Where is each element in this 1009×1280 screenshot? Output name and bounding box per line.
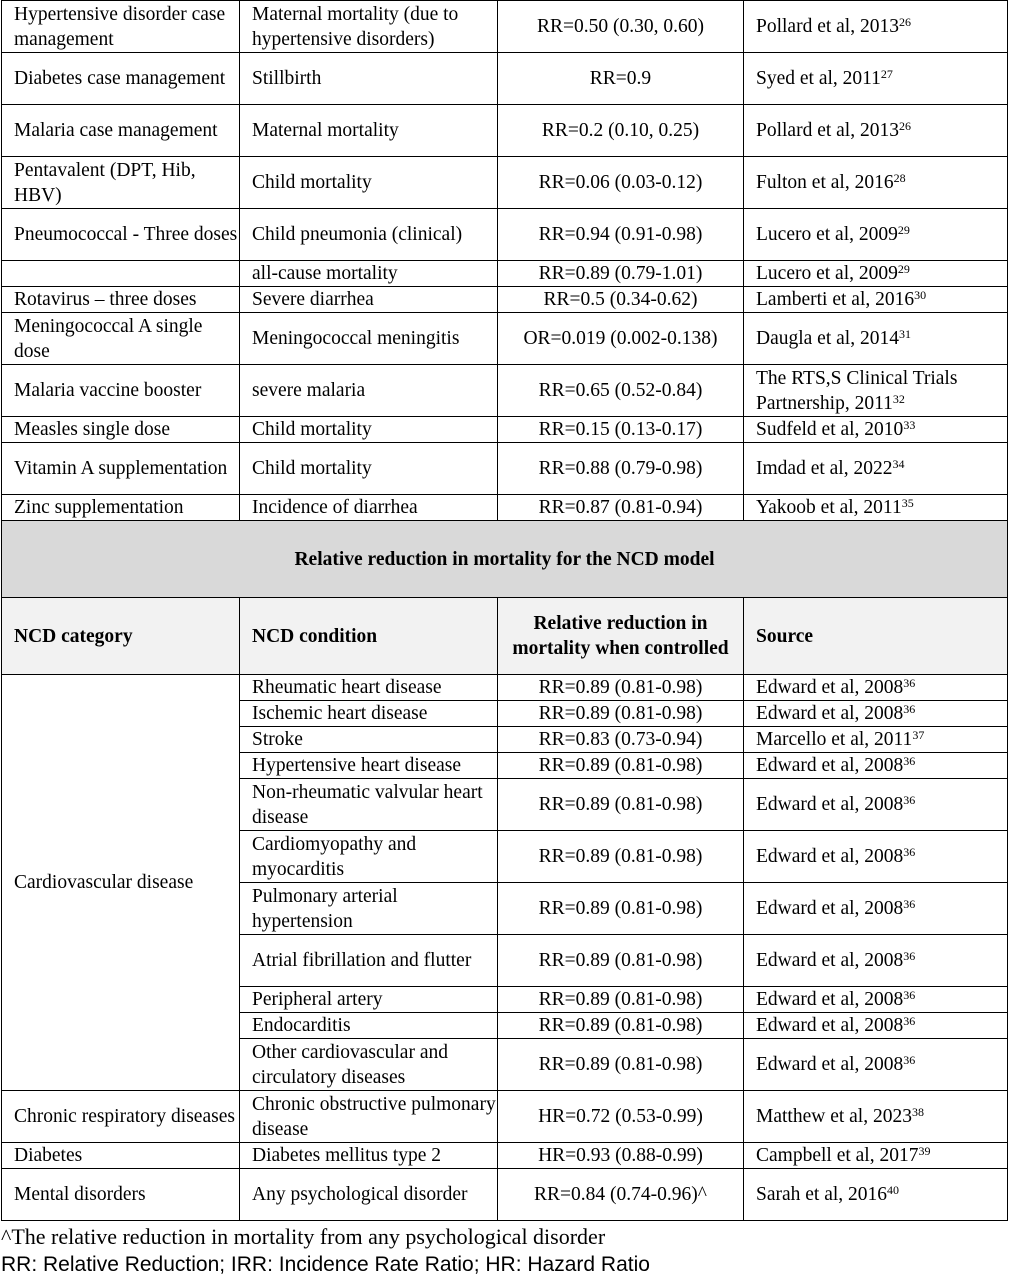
source-cell xyxy=(744,157,1008,209)
table-row xyxy=(2,287,1008,313)
source-cell xyxy=(744,753,1008,779)
source-text: Pollard et al, 2013 xyxy=(756,16,899,37)
source-text: Edward et al, 2008 xyxy=(756,898,904,919)
source-cell xyxy=(744,443,1008,495)
intervention-cell: Hypertensive disorder case management xyxy=(2,1,240,53)
condition-cell: Atrial fibrillation and flutter xyxy=(240,935,498,987)
reference-number: 36 xyxy=(903,988,916,1002)
source-cell xyxy=(744,53,1008,105)
effect-cell: RR=0.06 (0.03-0.12) xyxy=(498,157,744,209)
table-row xyxy=(2,1,1008,53)
evidence-table xyxy=(1,0,1008,1221)
reference-number: 27 xyxy=(880,67,893,81)
outcome-cell: Meningococcal meningitis xyxy=(240,313,498,365)
source-cell xyxy=(744,417,1008,443)
outcome-cell: Child mortality xyxy=(240,417,498,443)
table-row xyxy=(2,1091,1008,1143)
source-cell xyxy=(744,701,1008,727)
source-text: Sudfeld et al, 2010 xyxy=(756,419,904,440)
intervention-cell: Vitamin A supplementation xyxy=(2,443,240,495)
reference-number: 36 xyxy=(903,702,916,716)
outcome-cell: severe malaria xyxy=(240,365,498,417)
source-cell xyxy=(744,287,1008,313)
condition-cell: Endocarditis xyxy=(240,1013,498,1039)
condition-cell: Peripheral artery xyxy=(240,987,498,1013)
reference-number: 36 xyxy=(903,793,916,807)
column-header-source: Source xyxy=(744,598,1008,675)
reference-number: 31 xyxy=(898,327,911,341)
source-text: Edward et al, 2008 xyxy=(756,1015,904,1036)
reference-number: 30 xyxy=(914,288,927,302)
source-cell xyxy=(744,675,1008,701)
source-text: Pollard et al, 2013 xyxy=(756,120,899,141)
column-header-reduction: Relative reduction in mortality when controlled xyxy=(498,598,744,675)
intervention-cell: Pneumococcal - Three doses xyxy=(2,209,240,261)
source-text: Imdad et al, 2022 xyxy=(756,458,893,479)
source-cell xyxy=(744,1039,1008,1091)
section-title: Relative reduction in mortality for the NCD model xyxy=(2,521,1008,598)
condition-cell: Pulmonary arterial hypertension xyxy=(240,883,498,935)
reduction-cell: RR=0.89 (0.81-0.98) xyxy=(498,935,744,987)
source-text: Edward et al, 2008 xyxy=(756,846,904,867)
source-cell xyxy=(744,883,1008,935)
condition-cell: Other cardiovascular and circulatory diseases xyxy=(240,1039,498,1091)
source-text: Edward et al, 2008 xyxy=(756,703,904,724)
outcome-cell: Child mortality xyxy=(240,157,498,209)
source-cell xyxy=(744,987,1008,1013)
column-header-condition: NCD condition xyxy=(240,598,498,675)
source-text: Edward et al, 2008 xyxy=(756,794,904,815)
reference-number: 36 xyxy=(903,845,916,859)
table-row xyxy=(2,209,1008,261)
source-text: Edward et al, 2008 xyxy=(756,989,904,1010)
source-text: Marcello et al, 2011 xyxy=(756,729,913,750)
reference-number: 34 xyxy=(892,457,905,471)
effect-cell: RR=0.15 (0.13-0.17) xyxy=(498,417,744,443)
source-text: Sarah et al, 2016 xyxy=(756,1184,888,1205)
reference-number: 28 xyxy=(893,171,906,185)
table-container xyxy=(1,0,1007,1279)
reference-number: 36 xyxy=(903,1053,916,1067)
reduction-cell: RR=0.89 (0.81-0.98) xyxy=(498,1013,744,1039)
outcome-cell: all-cause mortality xyxy=(240,261,498,287)
source-cell xyxy=(744,1143,1008,1169)
column-header-row xyxy=(2,598,1008,675)
reference-number: 37 xyxy=(912,728,925,742)
source-text: The RTS,S Clinical Trials Partnership, 2011 xyxy=(756,367,958,414)
outcome-cell: Incidence of diarrhea xyxy=(240,495,498,521)
reference-number: 40 xyxy=(887,1183,900,1197)
reference-number: 36 xyxy=(903,897,916,911)
intervention-cell: Diabetes case management xyxy=(2,53,240,105)
reduction-cell: RR=0.89 (0.81-0.98) xyxy=(498,779,744,831)
condition-cell: Stroke xyxy=(240,727,498,753)
source-cell xyxy=(744,495,1008,521)
category-cell: Chronic respiratory diseases xyxy=(2,1091,240,1143)
category-cell: Cardiovascular disease xyxy=(2,675,240,1091)
intervention-cell: Malaria case management xyxy=(2,105,240,157)
column-header-category: NCD category xyxy=(2,598,240,675)
condition-cell: Rheumatic heart disease xyxy=(240,675,498,701)
reference-number: 36 xyxy=(903,676,916,690)
source-cell xyxy=(744,1169,1008,1221)
source-text: Lucero et al, 2009 xyxy=(756,224,898,245)
source-text: Edward et al, 2008 xyxy=(756,755,904,776)
source-text: Fulton et al, 2016 xyxy=(756,172,894,193)
source-cell xyxy=(744,727,1008,753)
reference-number: 33 xyxy=(903,418,916,432)
reduction-cell: RR=0.89 (0.81-0.98) xyxy=(498,701,744,727)
reduction-cell: HR=0.93 (0.88-0.99) xyxy=(498,1143,744,1169)
intervention-cell: Rotavirus – three doses xyxy=(2,287,240,313)
outcome-cell: Severe diarrhea xyxy=(240,287,498,313)
outcome-cell: Maternal mortality xyxy=(240,105,498,157)
table-row xyxy=(2,365,1008,417)
effect-cell: RR=0.89 (0.79-1.01) xyxy=(498,261,744,287)
effect-cell: RR=0.50 (0.30, 0.60) xyxy=(498,1,744,53)
source-text: Edward et al, 2008 xyxy=(756,677,904,698)
source-cell xyxy=(744,1013,1008,1039)
reference-number: 35 xyxy=(901,496,914,510)
source-cell xyxy=(744,1091,1008,1143)
source-cell xyxy=(744,779,1008,831)
source-text: Daugla et al, 2014 xyxy=(756,328,899,349)
table-row xyxy=(2,1143,1008,1169)
source-text: Matthew et al, 2023 xyxy=(756,1106,912,1127)
source-cell xyxy=(744,105,1008,157)
reference-number: 38 xyxy=(911,1105,924,1119)
source-cell xyxy=(744,261,1008,287)
reduction-cell: RR=0.89 (0.81-0.98) xyxy=(498,987,744,1013)
outcome-cell: Maternal mortality (due to hypertensive disorders) xyxy=(240,1,498,53)
reduction-cell: HR=0.72 (0.53-0.99) xyxy=(498,1091,744,1143)
effect-cell: RR=0.2 (0.10, 0.25) xyxy=(498,105,744,157)
effect-cell: OR=0.019 (0.002-0.138) xyxy=(498,313,744,365)
intervention-cell: Meningococcal A single dose xyxy=(2,313,240,365)
table-row xyxy=(2,675,1008,701)
category-cell: Diabetes xyxy=(2,1143,240,1169)
source-cell xyxy=(744,831,1008,883)
reference-number: 26 xyxy=(898,15,911,29)
reduction-cell: RR=0.89 (0.81-0.98) xyxy=(498,883,744,935)
source-text: Edward et al, 2008 xyxy=(756,1054,904,1075)
category-cell: Mental disorders xyxy=(2,1169,240,1221)
effect-cell: RR=0.5 (0.34-0.62) xyxy=(498,287,744,313)
outcome-cell: Child pneumonia (clinical) xyxy=(240,209,498,261)
table-row xyxy=(2,53,1008,105)
reduction-cell: RR=0.89 (0.81-0.98) xyxy=(498,831,744,883)
table-row xyxy=(2,417,1008,443)
effect-cell: RR=0.65 (0.52-0.84) xyxy=(498,365,744,417)
reference-number: 29 xyxy=(897,262,910,276)
intervention-cell: Measles single dose xyxy=(2,417,240,443)
intervention-cell: Malaria vaccine booster xyxy=(2,365,240,417)
effect-cell: RR=0.88 (0.79-0.98) xyxy=(498,443,744,495)
table-row xyxy=(2,105,1008,157)
source-text: Campbell et al, 2017 xyxy=(756,1145,919,1166)
source-text: Syed et al, 2011 xyxy=(756,68,881,89)
condition-cell: Ischemic heart disease xyxy=(240,701,498,727)
table-row xyxy=(2,313,1008,365)
source-cell xyxy=(744,935,1008,987)
condition-cell: Hypertensive heart disease xyxy=(240,753,498,779)
reference-number: 26 xyxy=(898,119,911,133)
condition-cell: Any psychological disorder xyxy=(240,1169,498,1221)
reference-number: 36 xyxy=(903,949,916,963)
section-header-row xyxy=(2,521,1008,598)
source-cell xyxy=(744,365,1008,417)
condition-cell: Diabetes mellitus type 2 xyxy=(240,1143,498,1169)
footnote-caret: ^The relative reduction in mortality from any psychological disorder xyxy=(1,1224,606,1249)
source-cell xyxy=(744,313,1008,365)
outcome-cell: Stillbirth xyxy=(240,53,498,105)
source-text: Edward et al, 2008 xyxy=(756,950,904,971)
reference-number: 29 xyxy=(897,223,910,237)
source-text: Lucero et al, 2009 xyxy=(756,263,898,284)
condition-cell: Non-rheumatic valvular heart disease xyxy=(240,779,498,831)
reference-number: 32 xyxy=(892,391,905,406)
effect-cell: RR=0.94 (0.91-0.98) xyxy=(498,209,744,261)
reference-number: 39 xyxy=(918,1144,931,1158)
outcome-cell: Child mortality xyxy=(240,443,498,495)
source-cell xyxy=(744,209,1008,261)
source-text: Yakoob et al, 2011 xyxy=(756,497,902,518)
reduction-cell: RR=0.83 (0.73-0.94) xyxy=(498,727,744,753)
table-row xyxy=(2,261,1008,287)
reduction-cell: RR=0.84 (0.74-0.96)^ xyxy=(498,1169,744,1221)
effect-cell: RR=0.9 xyxy=(498,53,744,105)
footnote-abbreviations: RR: Relative Reduction; IRR: Incidence Rate Ratio; HR: Hazard Ratio xyxy=(1,1253,650,1276)
condition-cell: Chronic obstructive pulmonary disease xyxy=(240,1091,498,1143)
table-row xyxy=(2,1169,1008,1221)
reference-number: 36 xyxy=(903,1014,916,1028)
intervention-cell: Zinc supplementation xyxy=(2,495,240,521)
source-cell xyxy=(744,1,1008,53)
intervention-cell xyxy=(2,261,240,287)
reference-number: 36 xyxy=(903,754,916,768)
reduction-cell: RR=0.89 (0.81-0.98) xyxy=(498,1039,744,1091)
reduction-cell: RR=0.89 (0.81-0.98) xyxy=(498,753,744,779)
source-text: Lamberti et al, 2016 xyxy=(756,289,915,310)
effect-cell: RR=0.87 (0.81-0.94) xyxy=(498,495,744,521)
table-row xyxy=(2,443,1008,495)
reduction-cell: RR=0.89 (0.81-0.98) xyxy=(498,675,744,701)
table-row xyxy=(2,495,1008,521)
condition-cell: Cardiomyopathy and myocarditis xyxy=(240,831,498,883)
table-row xyxy=(2,157,1008,209)
intervention-cell: Pentavalent (DPT, Hib, HBV) xyxy=(2,157,240,209)
